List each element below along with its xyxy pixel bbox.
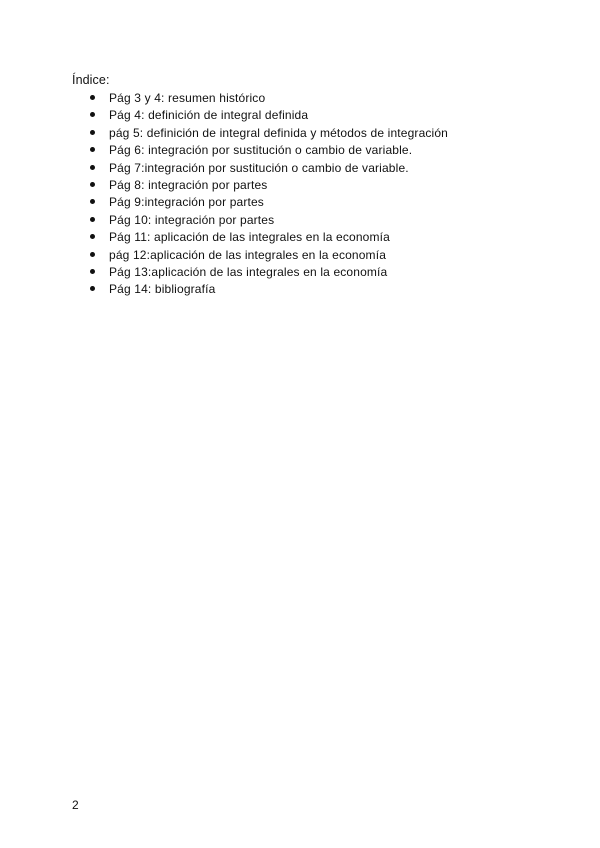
index-item <box>88 90 448 107</box>
bullet-icon <box>90 130 95 135</box>
index-item <box>88 125 448 142</box>
bullet-icon <box>90 112 95 117</box>
index-list <box>88 90 448 299</box>
index-heading: Índice: <box>72 73 110 87</box>
bullet-icon <box>90 182 95 187</box>
index-item <box>88 160 448 177</box>
index-item-text: Pág 6: integración por sustitución o cambio de variable. <box>109 143 413 158</box>
index-item <box>88 212 448 229</box>
bullet-icon <box>90 95 95 100</box>
index-item-text: pág 5: definición de integral definida y métodos de integración <box>109 125 449 140</box>
index-item <box>88 264 448 281</box>
bullet-icon <box>90 234 95 239</box>
index-item-text: Pág 14: bibliografía <box>109 282 216 297</box>
index-item-text: Pág 8: integración por partes <box>109 177 268 192</box>
bullet-icon <box>90 199 95 204</box>
index-item <box>88 229 448 246</box>
bullet-icon <box>90 217 95 222</box>
index-item-text: Pág 13:aplicación de las integrales en la economía <box>109 264 388 279</box>
index-item <box>88 107 448 124</box>
index-item <box>88 194 448 211</box>
bullet-icon <box>90 165 95 170</box>
index-item <box>88 142 448 159</box>
page-number: 2 <box>72 798 79 812</box>
index-item-text: Pág 7:integración por sustitución o cambio de variable. <box>109 160 409 175</box>
index-item-text: Pág 3 y 4: resumen histórico <box>109 91 266 105</box>
index-item <box>88 281 448 298</box>
index-item-text: Pág 9:integración por partes <box>109 195 264 210</box>
index-item-text: Pág 10: integración por partes <box>109 212 275 227</box>
bullet-icon <box>90 269 95 274</box>
bullet-icon <box>90 286 95 291</box>
index-item <box>88 247 448 264</box>
index-item <box>88 177 448 194</box>
bullet-icon <box>90 252 95 257</box>
index-item-text: pág 12:aplicación de las integrales en la economía <box>109 247 387 262</box>
bullet-icon <box>90 147 95 152</box>
index-item-text: Pág 11: aplicación de las integrales en la economía <box>109 230 390 245</box>
index-item-text: Pág 4: definición de integral definida <box>109 108 309 123</box>
